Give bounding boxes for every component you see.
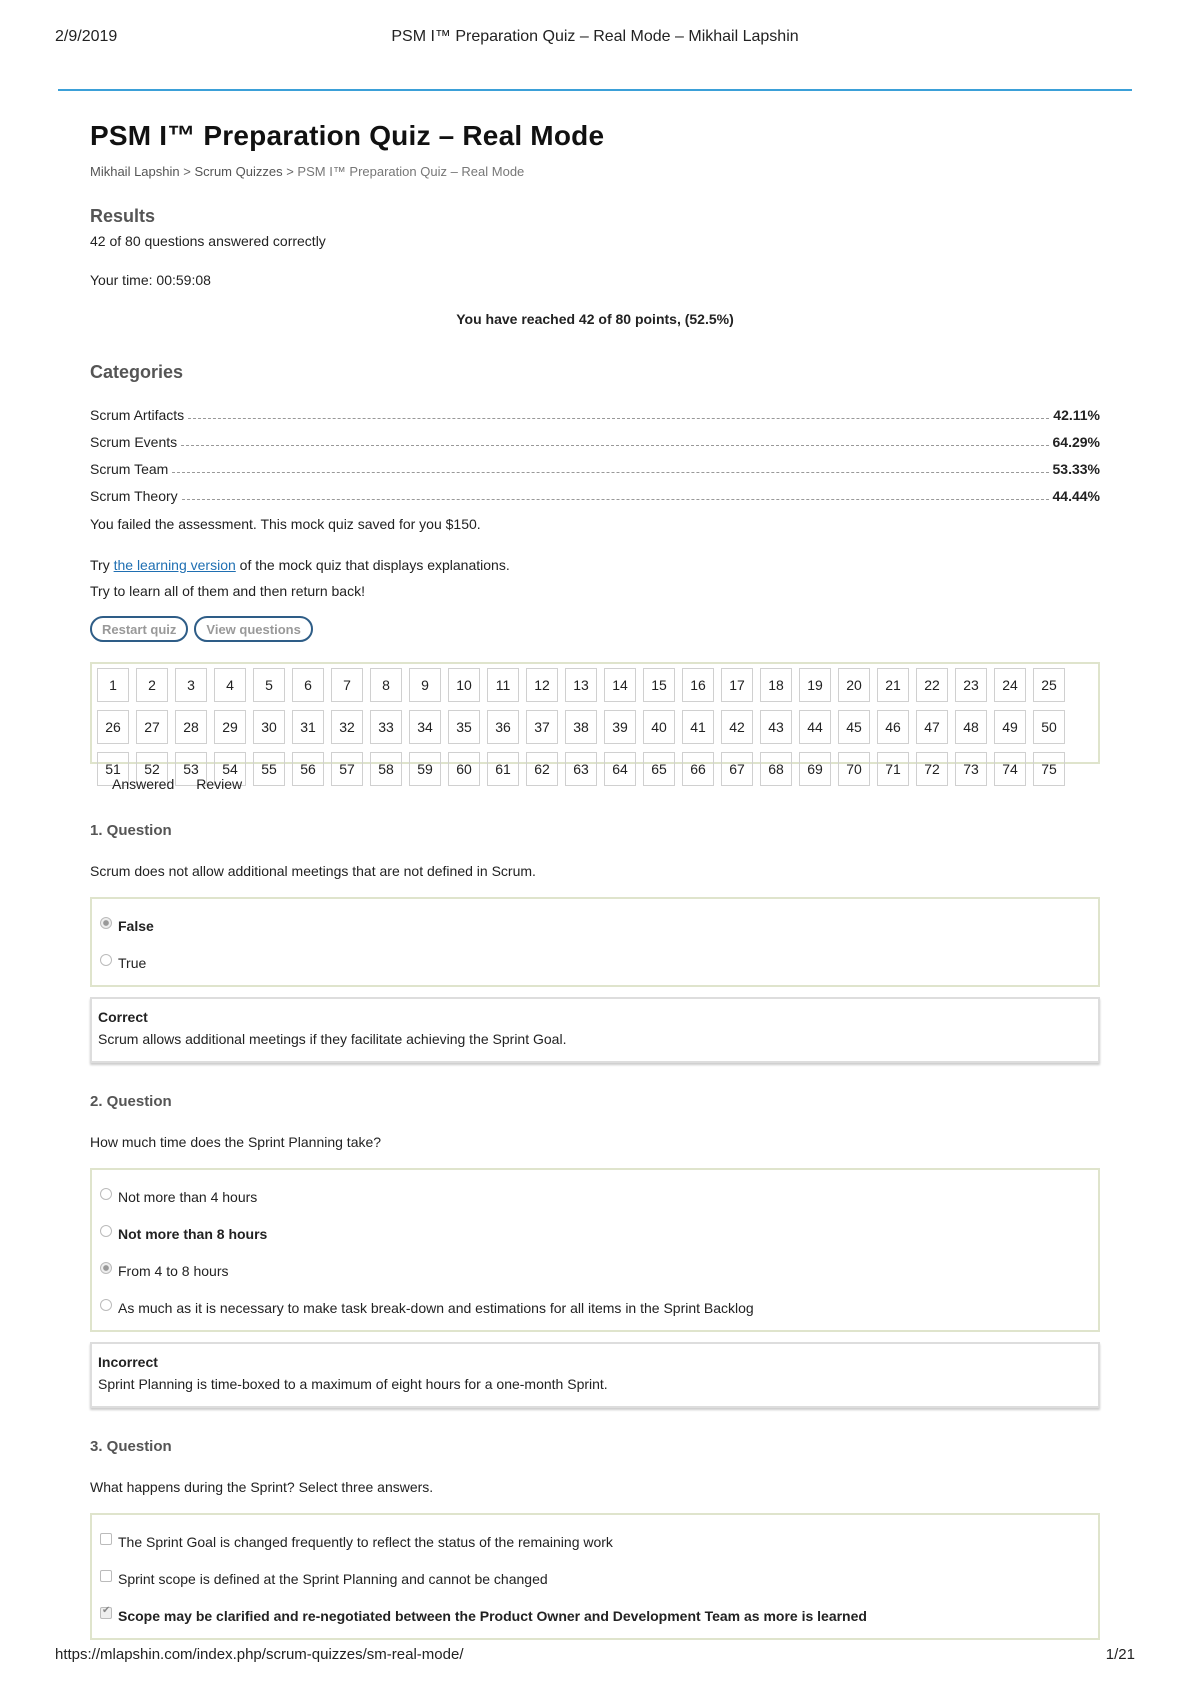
view-questions-button[interactable]: View questions — [194, 616, 312, 642]
question-nav-cell[interactable]: 26 — [97, 710, 129, 744]
question-nav-cell[interactable]: 57 — [331, 752, 363, 786]
question-nav-cell[interactable]: 50 — [1033, 710, 1065, 744]
category-row — [90, 450, 1100, 477]
question-nav-cell[interactable]: 33 — [370, 710, 402, 744]
question-nav-cell[interactable]: 18 — [760, 668, 792, 702]
question-nav-cell[interactable]: 21 — [877, 668, 909, 702]
question-nav-cell[interactable]: 38 — [565, 710, 597, 744]
question-nav-cell[interactable]: 19 — [799, 668, 831, 702]
answer-label: From 4 to 8 hours — [118, 1262, 229, 1279]
breadcrumb-home-link[interactable]: Mikhail Lapshin — [90, 164, 180, 179]
question-nav-cell[interactable]: 51 — [97, 752, 129, 786]
try-line-2: Try to learn all of them and then return back! — [90, 583, 365, 599]
question-nav-cell[interactable]: 49 — [994, 710, 1026, 744]
answer-checkbox[interactable] — [100, 1570, 112, 1582]
category-name: Scrum Theory — [90, 488, 178, 504]
page-title: PSM I™ Preparation Quiz – Real Mode — [90, 120, 605, 151]
question-nav-cell[interactable]: 60 — [448, 752, 480, 786]
question-nav-cell[interactable]: 55 — [253, 752, 285, 786]
breadcrumb-current: PSM I™ Preparation Quiz – Real Mode — [297, 164, 525, 179]
question-nav-cell[interactable]: 15 — [643, 668, 675, 702]
question-nav-cell[interactable]: 31 — [292, 710, 324, 744]
answer-option[interactable] — [100, 1597, 1090, 1634]
question-nav-cell[interactable]: 42 — [721, 710, 753, 744]
answer-checkbox[interactable] — [100, 1533, 112, 1545]
question-nav-cell[interactable]: 22 — [916, 668, 948, 702]
button-row — [90, 616, 1100, 642]
question-nav-cell[interactable]: 59 — [409, 752, 441, 786]
question-nav-cell[interactable]: 53 — [175, 752, 207, 786]
breadcrumb-quizzes-link[interactable]: Scrum Quizzes — [194, 164, 283, 179]
print-date: 2/9/2019 — [55, 28, 118, 45]
print-title: PSM I™ Preparation Quiz – Real Mode – Mikhail Lapshin — [391, 28, 799, 45]
category-leader-dots — [182, 499, 1049, 500]
category-list — [90, 396, 1100, 504]
answer-option[interactable] — [100, 1523, 1090, 1560]
answer-radio[interactable] — [100, 954, 112, 966]
question-nav-cell[interactable]: 62 — [526, 752, 558, 786]
breadcrumb — [90, 164, 1100, 179]
question-nav-cell[interactable]: 45 — [838, 710, 870, 744]
question-nav-cell[interactable]: 27 — [136, 710, 168, 744]
question-nav-cell[interactable]: 30 — [253, 710, 285, 744]
category-leader-dots — [181, 445, 1048, 446]
print-footer — [55, 1646, 1135, 1668]
score-text: 42 of 80 questions answered correctly — [90, 233, 326, 249]
feedback-title: Correct — [98, 1009, 148, 1025]
feedback-title: Incorrect — [98, 1354, 158, 1370]
question-nav-cell[interactable]: 73 — [955, 752, 987, 786]
question-nav-cell[interactable]: 65 — [643, 752, 675, 786]
question-nav-cell[interactable]: 24 — [994, 668, 1026, 702]
answer-option[interactable] — [100, 1289, 1090, 1326]
question-nav-cell[interactable]: 6 — [292, 668, 324, 702]
question-nav-cell[interactable]: 56 — [292, 752, 324, 786]
question-title: 1. Question — [90, 822, 172, 839]
answer-option[interactable] — [100, 1215, 1090, 1252]
navigator-row — [97, 710, 1098, 744]
question-navigator — [90, 662, 1100, 777]
question-nav-cell[interactable]: 14 — [604, 668, 636, 702]
question-nav-cell[interactable]: 54 — [214, 752, 246, 786]
answer-option[interactable] — [100, 907, 1090, 944]
answer-option[interactable] — [100, 1178, 1090, 1215]
answer-radio[interactable] — [100, 917, 112, 929]
navigator-row — [97, 668, 1098, 702]
question-nav-cell[interactable]: 32 — [331, 710, 363, 744]
answer-radio[interactable] — [100, 1299, 112, 1311]
breadcrumb-separator: > — [282, 164, 298, 179]
answer-option[interactable] — [100, 944, 1090, 981]
question-nav-cell[interactable]: 48 — [955, 710, 987, 744]
question-nav-cell[interactable]: 44 — [799, 710, 831, 744]
question-nav-cell[interactable]: 70 — [838, 752, 870, 786]
question-nav-cell[interactable]: 7 — [331, 668, 363, 702]
question-nav-cell[interactable]: 9 — [409, 668, 441, 702]
question-nav-cell[interactable]: 11 — [487, 668, 519, 702]
category-name: Scrum Artifacts — [90, 407, 185, 423]
answer-label: True — [118, 954, 147, 971]
question-nav-cell[interactable]: 64 — [604, 752, 636, 786]
answer-label: False — [118, 917, 154, 934]
question-nav-cell[interactable]: 75 — [1033, 752, 1065, 786]
answer-label: Scope may be clarified and re-negotiated between the Product Owner and Development Team as more is learned — [118, 1607, 867, 1624]
question-nav-cell[interactable]: 37 — [526, 710, 558, 744]
try-prefix: Try — [90, 557, 114, 573]
answer-radio[interactable] — [100, 1225, 112, 1237]
top-divider — [58, 89, 1132, 91]
question-nav-cell[interactable]: 13 — [565, 668, 597, 702]
category-row — [90, 477, 1100, 504]
question-nav-cell[interactable]: 23 — [955, 668, 987, 702]
question-nav-cell[interactable]: 12 — [526, 668, 558, 702]
feedback-text: Scrum allows additional meetings if they facilitate achieving the Sprint Goal. — [98, 1031, 567, 1047]
restart-quiz-button[interactable]: Restart quiz — [90, 616, 188, 642]
answer-option[interactable] — [100, 1252, 1090, 1289]
question-nav-cell[interactable]: 66 — [682, 752, 714, 786]
question-nav-cell[interactable]: 67 — [721, 752, 753, 786]
question-nav-cell[interactable]: 72 — [916, 752, 948, 786]
category-name: Scrum Team — [90, 461, 169, 477]
question-nav-cell[interactable]: 4 — [214, 668, 246, 702]
answer-radio[interactable] — [100, 1188, 112, 1200]
question-nav-cell[interactable]: 35 — [448, 710, 480, 744]
question-nav-cell[interactable]: 36 — [487, 710, 519, 744]
question-nav-cell[interactable]: 1 — [97, 668, 129, 702]
answer-list — [90, 1168, 1100, 1332]
learning-version-message — [90, 552, 1100, 604]
answer-label: Not more than 4 hours — [118, 1188, 258, 1205]
answer-list — [90, 1513, 1100, 1640]
answer-label: The Sprint Goal is changed frequently to reflect the status of the remaining work — [118, 1533, 613, 1550]
question-nav-cell[interactable]: 52 — [136, 752, 168, 786]
points-text: You have reached 42 of 80 points, (52.5%) — [456, 311, 734, 327]
question-nav-cell[interactable]: 74 — [994, 752, 1026, 786]
question-nav-cell[interactable]: 58 — [370, 752, 402, 786]
answer-feedback — [90, 997, 1100, 1063]
main-content — [90, 120, 1100, 1640]
question-nav-cell[interactable]: 47 — [916, 710, 948, 744]
categories-heading: Categories — [90, 362, 184, 382]
question-nav-cell[interactable]: 2 — [136, 668, 168, 702]
breadcrumb-separator: > — [179, 164, 195, 179]
question-text: What happens during the Sprint? Select three answers. — [90, 1479, 434, 1495]
question-list — [90, 822, 1100, 1640]
question-text: Scrum does not allow additional meetings that are not defined in Scrum. — [90, 863, 536, 879]
question-nav-cell[interactable]: 63 — [565, 752, 597, 786]
question-nav-cell[interactable]: 20 — [838, 668, 870, 702]
question-nav-cell[interactable]: 46 — [877, 710, 909, 744]
category-leader-dots — [172, 472, 1048, 473]
question-nav-cell[interactable]: 40 — [643, 710, 675, 744]
time-text: Your time: 00:59:08 — [90, 272, 211, 288]
question-nav-cell[interactable]: 28 — [175, 710, 207, 744]
category-leader-dots — [188, 418, 1049, 419]
category-row — [90, 396, 1100, 423]
results-heading: Results — [90, 206, 156, 226]
answer-list — [90, 897, 1100, 987]
question-nav-cell[interactable]: 71 — [877, 752, 909, 786]
answer-label: Sprint scope is defined at the Sprint Planning and cannot be changed — [118, 1570, 548, 1587]
answer-label: Not more than 8 hours — [118, 1225, 268, 1242]
category-row — [90, 423, 1100, 450]
question-nav-cell[interactable]: 39 — [604, 710, 636, 744]
legend-review: Review — [196, 776, 243, 792]
category-percent: 42.11% — [1053, 407, 1100, 423]
feedback-text: Sprint Planning is time-boxed to a maximum of eight hours for a one-month Sprint. — [98, 1376, 608, 1392]
category-percent: 53.33% — [1052, 461, 1100, 477]
failed-message: You failed the assessment. This mock quiz saved for you $150. — [90, 516, 481, 532]
question-text: How much time does the Sprint Planning take? — [90, 1134, 382, 1150]
legend-answered: Answered — [112, 776, 175, 792]
answer-feedback — [90, 1342, 1100, 1408]
question-nav-cell[interactable]: 25 — [1033, 668, 1065, 702]
try-suffix: of the mock quiz that displays explanations. — [235, 557, 510, 573]
question-nav-cell[interactable]: 69 — [799, 752, 831, 786]
question-nav-cell[interactable]: 68 — [760, 752, 792, 786]
print-header — [55, 28, 1135, 52]
question-nav-cell[interactable]: 5 — [253, 668, 285, 702]
print-page-number: 1/21 — [1105, 1646, 1135, 1663]
question-title: 2. Question — [90, 1093, 172, 1110]
category-percent: 64.29% — [1052, 434, 1100, 450]
question-nav-cell[interactable]: 61 — [487, 752, 519, 786]
question-nav-cell[interactable]: 16 — [682, 668, 714, 702]
question-nav-cell[interactable]: 8 — [370, 668, 402, 702]
question-nav-cell[interactable]: 34 — [409, 710, 441, 744]
answer-label: As much as it is necessary to make task break-down and estimations for all items in the Sprint Backlog — [118, 1299, 754, 1316]
answer-checkbox[interactable] — [100, 1607, 112, 1619]
question-title: 3. Question — [90, 1438, 172, 1455]
question-nav-cell[interactable]: 10 — [448, 668, 480, 702]
question-nav-cell[interactable]: 29 — [214, 710, 246, 744]
answer-radio[interactable] — [100, 1262, 112, 1274]
question-nav-cell[interactable]: 17 — [721, 668, 753, 702]
answer-option[interactable] — [100, 1560, 1090, 1597]
category-name: Scrum Events — [90, 434, 178, 450]
question-nav-cell[interactable]: 3 — [175, 668, 207, 702]
question-nav-cell[interactable]: 43 — [760, 710, 792, 744]
question-nav-cell[interactable]: 41 — [682, 710, 714, 744]
learning-version-link[interactable]: the learning version — [113, 557, 236, 573]
category-percent: 44.44% — [1052, 488, 1100, 504]
print-url: https://mlapshin.com/index.php/scrum-quizzes/sm-real-mode/ — [55, 1646, 464, 1663]
